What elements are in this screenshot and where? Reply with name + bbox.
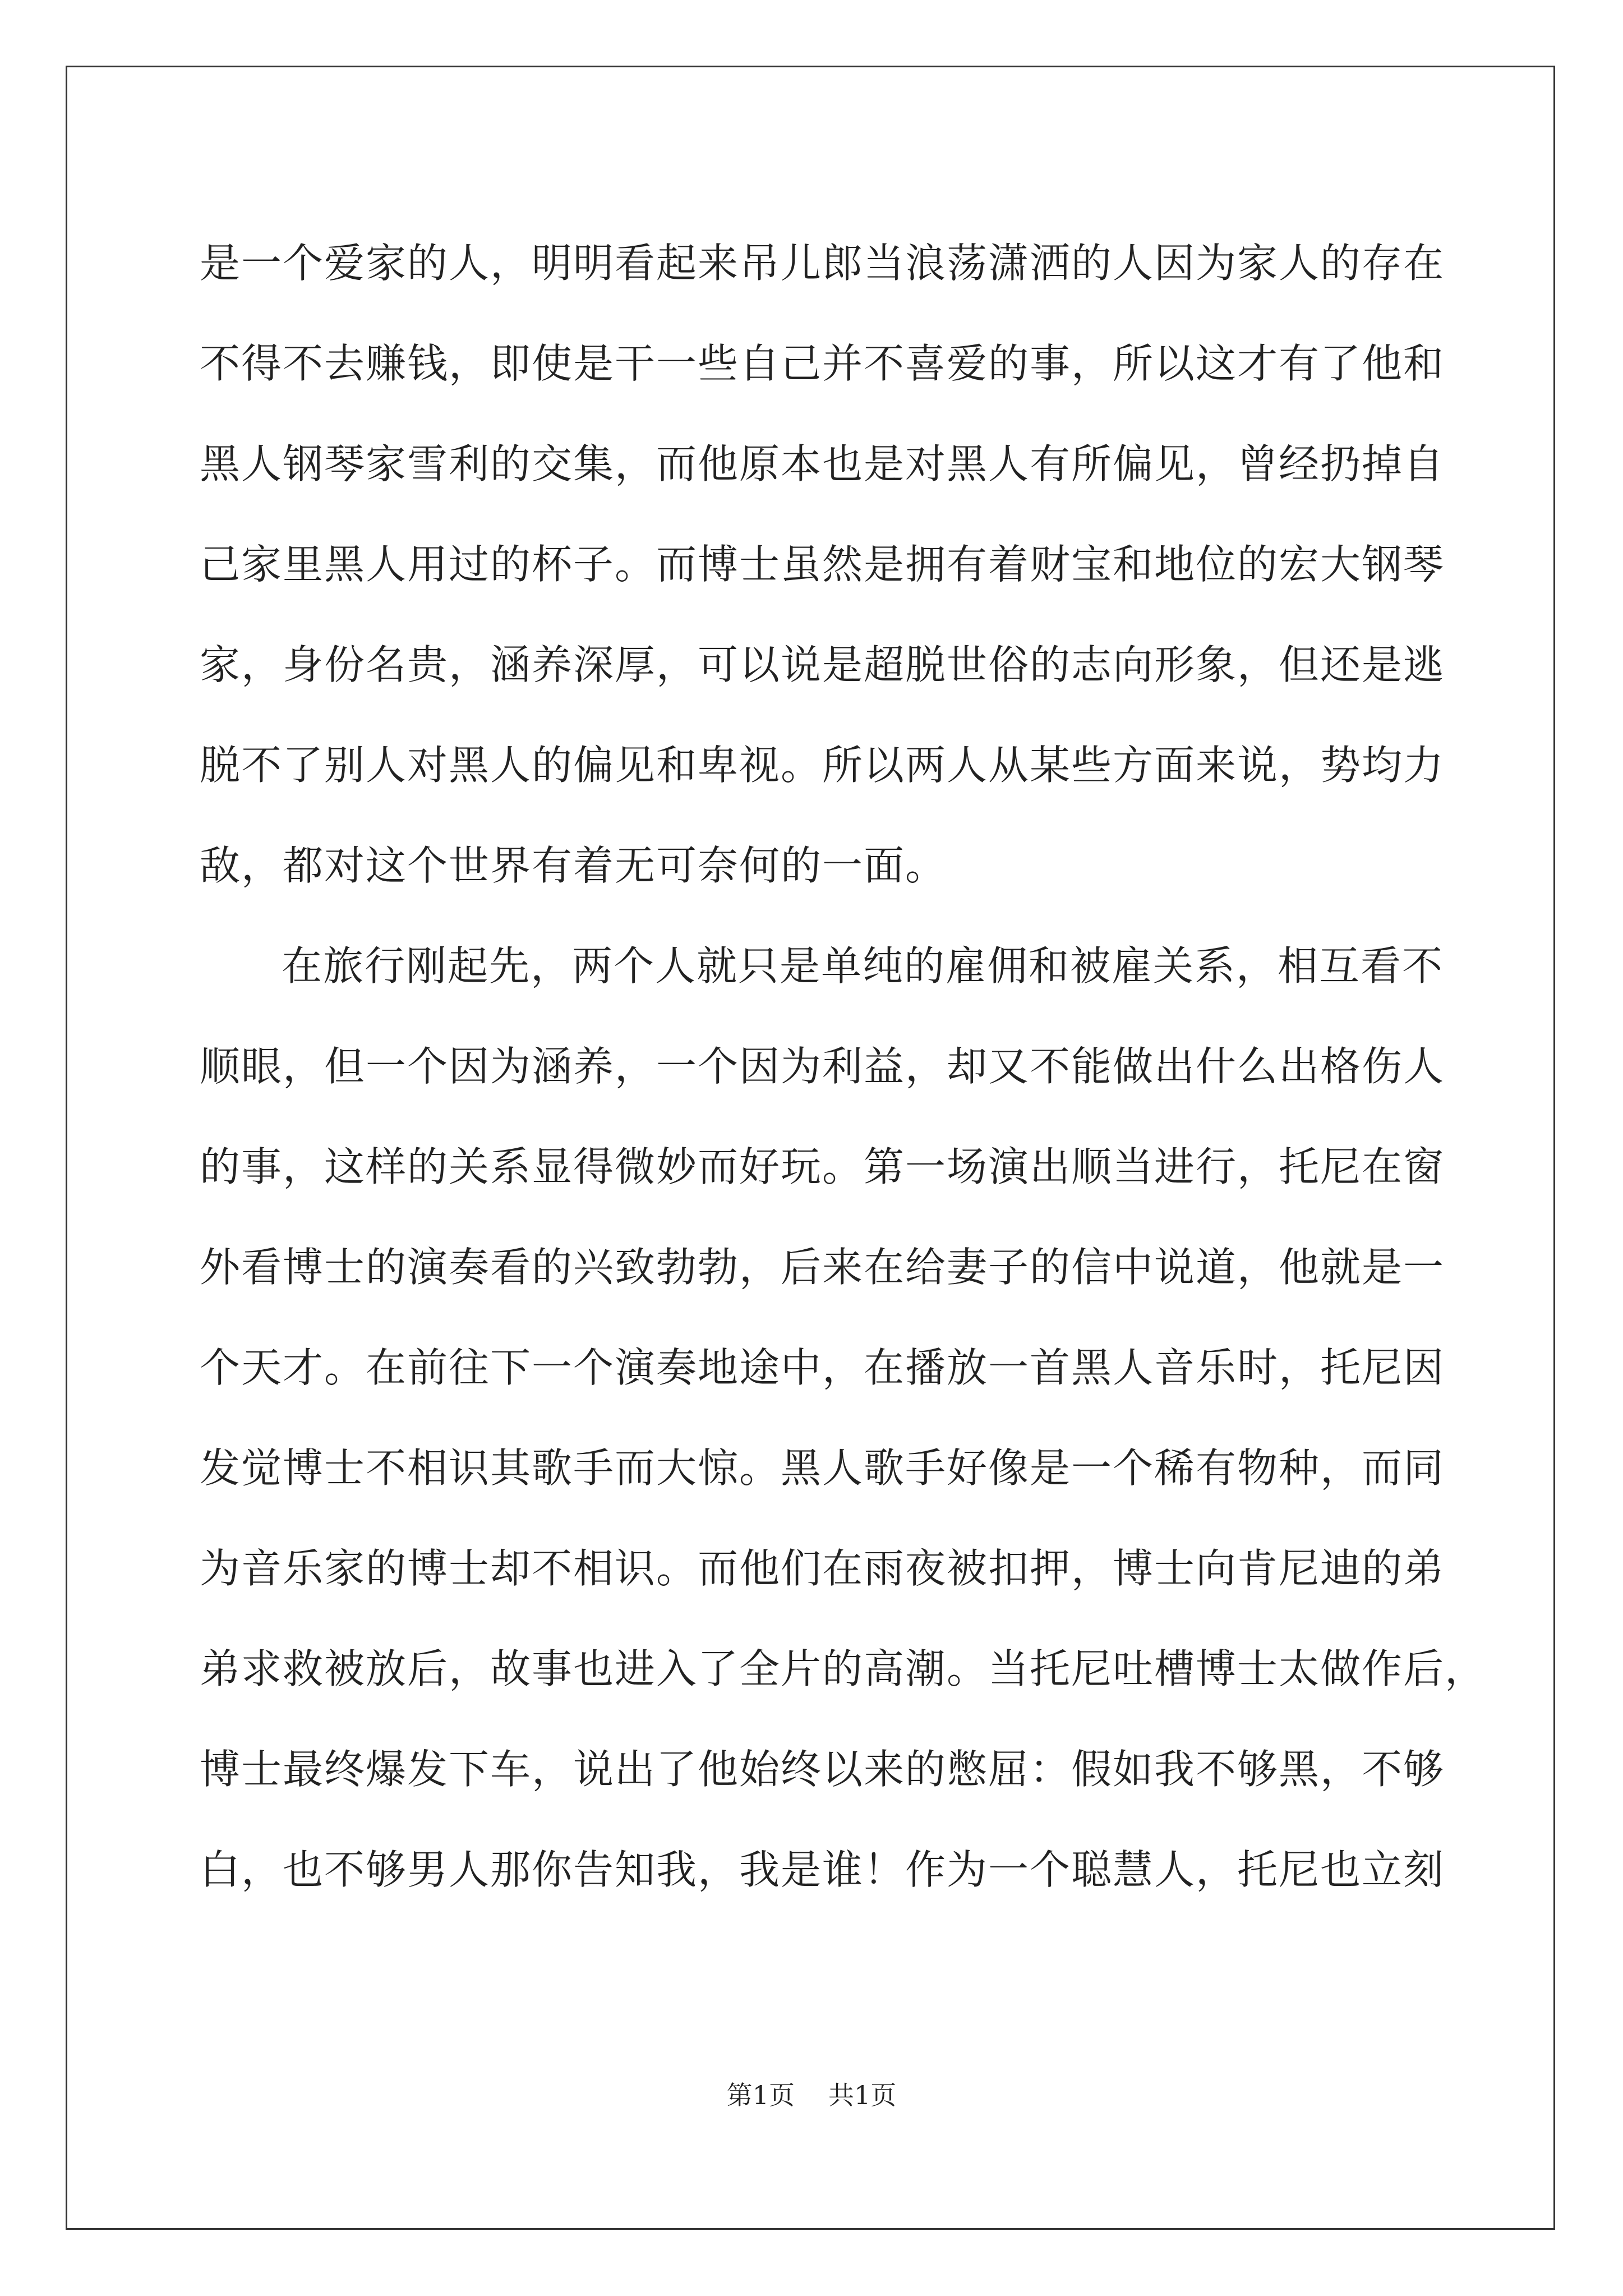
paragraph-2-line: 弟求救被放后，故事也进入了全片的高潮。当托尼吐槽博士太做作后， bbox=[200, 1645, 1487, 1692]
paragraph-1-line: 黑人钢琴家雪利的交集，而他原本也是对黑人有所偏见，曾经扔掉自 bbox=[200, 440, 1445, 487]
paragraph-1-line: 是一个爱家的人，明明看起来吊儿郎当浪荡潇洒的人因为家人的存在 bbox=[200, 240, 1445, 287]
paragraph-2-line: 个天才。在前往下一个演奏地途中，在播放一首黑人音乐时，托尼因 bbox=[200, 1344, 1445, 1391]
paragraph-1-line: 家，身份名贵，涵养深厚，可以说是超脱世俗的志向形象，但还是逃 bbox=[200, 641, 1445, 688]
paragraph-1-line: 脱不了别人对黑人的偏见和卑视。所以两人从某些方面来说，势均力 bbox=[200, 742, 1445, 789]
paragraph-1-line: 不得不去赚钱，即使是干一些自己并不喜爱的事，所以这才有了他和 bbox=[200, 340, 1445, 387]
page-total: 共1页 bbox=[828, 2080, 897, 2110]
paragraph-2-line: 博士最终爆发下车，说出了他始终以来的憋屈：假如我不够黑，不够 bbox=[200, 1746, 1445, 1793]
paragraph-2-line: 外看博士的演奏看的兴致勃勃，后来在给妻子的信中说道，他就是一 bbox=[200, 1244, 1445, 1291]
document-body bbox=[200, 213, 1487, 1920]
paragraph-1-line: 敌，都对这个世界有着无可奈何的一面。 bbox=[200, 842, 947, 889]
paragraph-2-line: 在旅行刚起先，两个人就只是单纯的雇佣和被雇关系，相互看不 bbox=[282, 942, 1444, 990]
paragraph-2-line: 发觉博士不相识其歌手而大惊。黑人歌手好像是一个稀有物种，而同 bbox=[200, 1444, 1445, 1492]
paragraph-2-line: 白，也不够男人那你告知我，我是谁！作为一个聪慧人，托尼也立刻 bbox=[200, 1846, 1445, 1893]
paragraph-1-line: 己家里黑人用过的杯子。而博士虽然是拥有着财宝和地位的宏大钢琴 bbox=[200, 541, 1445, 588]
page-footer bbox=[0, 2078, 1623, 2112]
paragraph-2-line: 为音乐家的博士却不相识。而他们在雨夜被扣押，博士向肯尼迪的弟 bbox=[200, 1545, 1445, 1592]
paragraph-2-line: 顺眼，但一个因为涵养，一个因为利益，却又不能做出什么出格伤人 bbox=[200, 1043, 1445, 1090]
paragraph-2-line: 的事，这样的关系显得微妙而好玩。第一场演出顺当进行，托尼在窗 bbox=[200, 1143, 1445, 1190]
page-number: 第1页 bbox=[726, 2080, 795, 2110]
